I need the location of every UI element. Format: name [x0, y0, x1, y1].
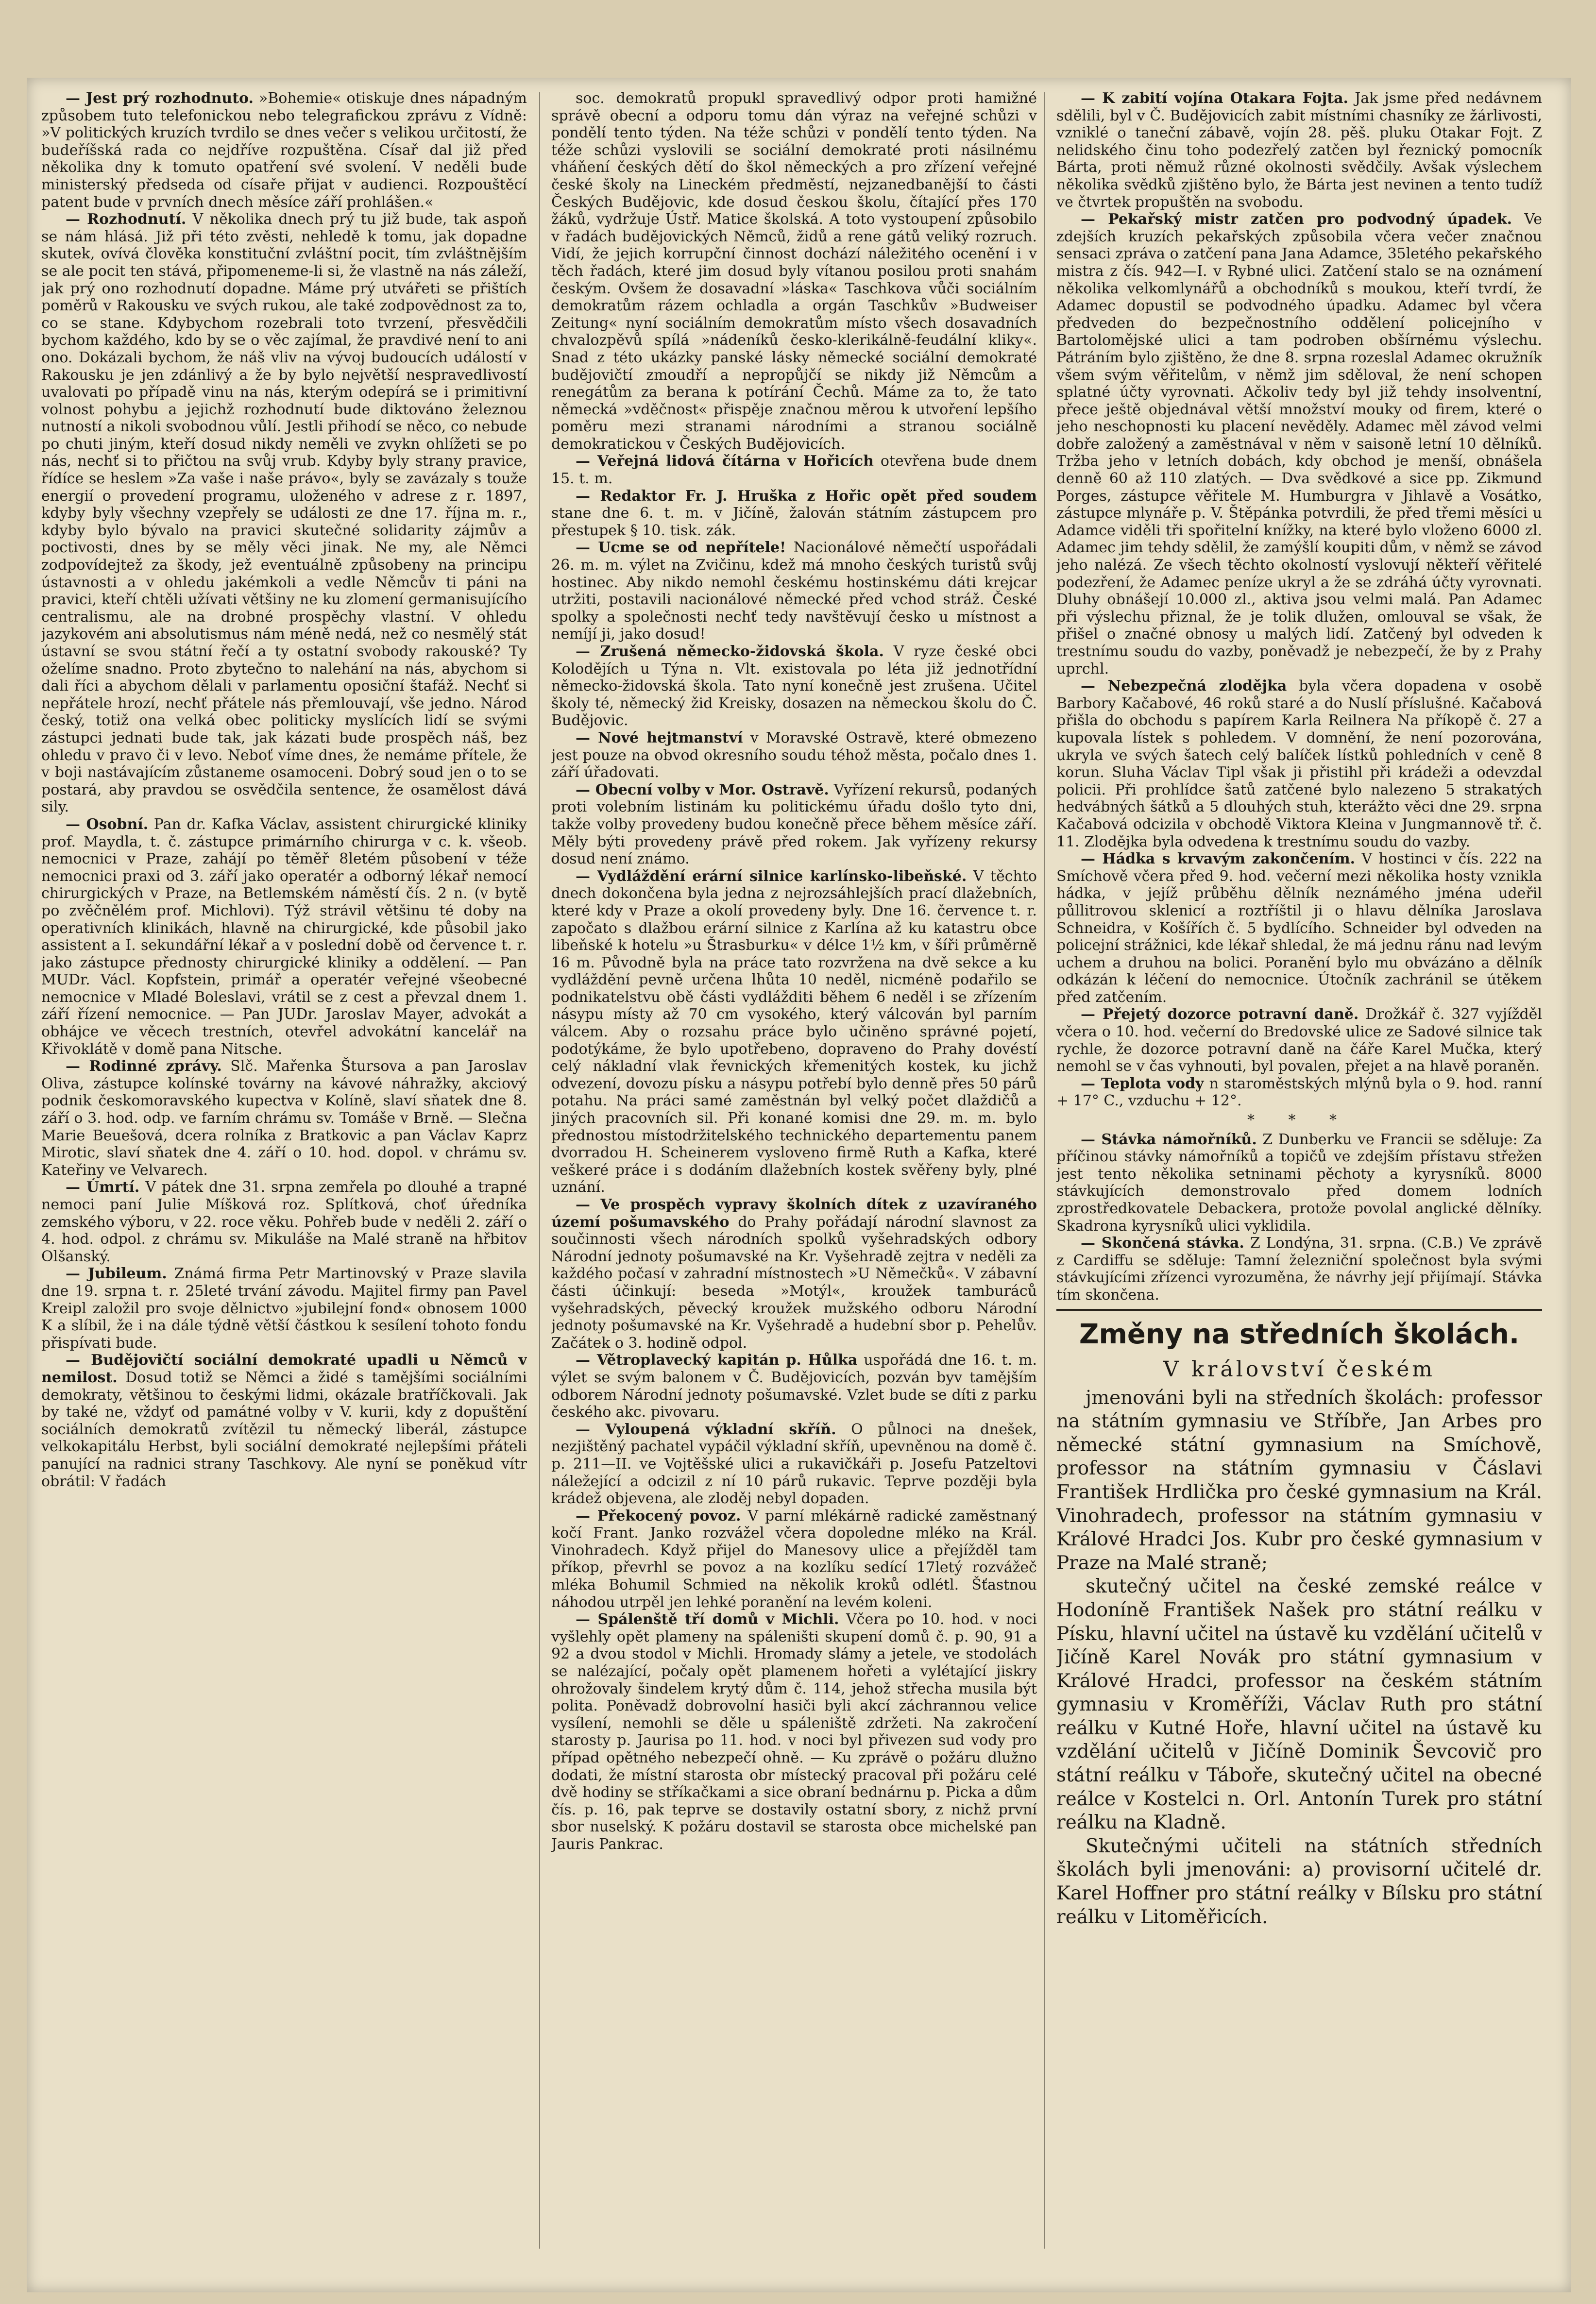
news-item — [1056, 90, 1542, 211]
news-item-headline: — Redaktor Fr. J. Hruška z Hořic opět před soudem — [576, 487, 1037, 505]
news-item-text: Z Londýna, 31. srpna. (C.B.) Ve zprávě z Cardiffu se sděluje: Tamní železniční společnost byla svými stávkujícími zřízenci vyrozuměna, že návrhy její přijímají. Stávka tím skončena. — [1056, 1235, 1542, 1304]
news-item-text: byla včera dopadena v osobě Barbory Kačabové, 46 roků staré a do Nuslí příslušné. Kačabová přišla do obchodu s papírem Karla Reilnera Na příkopě č. 27 a kupovala lístek s pohledem. V domnění, že není pozorována, ukryla ve svých šatech celý balíček lístků pohledních v ceně 8 korun. Sluha Václav Tipl však ji přistihl při krádeži a odevzdal policii. Při prohlídce šatů zatčené bylo nalezeno 5 strakatých hedvábných šátků a 5 dlouhých stuh, kterážto věci dne 29. srpna Kačabová odcizila v obchodě Viktora Kleina v Jungmannově tř. č. 11. Zlodějka byla odvedena k trestnímu soudu do vazby. — [1056, 678, 1542, 850]
column-rule — [539, 92, 540, 2249]
news-item-text: soc. demokratů propukl spravedlivý odpor proti hamižné správě obecní a odporu tomu dán výraz na veřejné schůzi v pondělí tento týden. Na téže schůzi v pondělí tento týden. Na téže schůzi vyslovili se sociální demokraté proti násilnému vháňení českých dětí do škol německých a pro zřízení veřejné české školy na Lineckém předměstí, nejzanedbanější to části Českých Budějovic, kde dosud českou školu, čítající přes 170 žáků, vydržuje Ústř. Matice školská. A toto vystoupení způsobilo v řadách budějovických Němců, židů a rene gátů veliký rozruch. Vidí, že jejich korrupční činnost dochází náležitého ocenění i v těch řadách, které jim dosud byly vítanou posilou proti snahám českým. Ovšem že dosavadní »láska« Taschkova vůči sociálním demokratům rázem ochladla a orgán Taschkův »Budweiser Zeitung« nyní sociálním demokratům místo všech dosavadních chvalozpěvů spílá »nádeníků česko-klerikálně-feudální kliky«. Snad z této ukázky panské lásky německé sociální demokraté budějovičtí zmoudří a nepropůjčí se nikdy již Němcům a renegátům za berana k potírání Čechů. Máme za to, že tato německá »vděčnost« přispěje značnou měrou k utvoření lepšího poměru mezi stranami národními a stranou sociálně demokratickou v Českých Budějovicích. — [551, 90, 1037, 453]
news-item-headline: — Obecní volby v Mor. Ostravě. — [576, 781, 829, 798]
news-item — [551, 643, 1037, 729]
news-item-headline: — Vydláždění erární silnice karlínsko-libeňské. — [576, 867, 967, 885]
article-paragraph: Skutečnými učiteli na státních středních školách byli jmenováni: a) provisorní učitelé dr. Karel Hoffner pro státní reálky v Bílsku pro státní reálku v Litoměřicích. — [1056, 1835, 1542, 1928]
column-rule — [1044, 92, 1045, 2249]
news-item-text: Vyřízení rekursů, podaných proti volebním listinám ku politickému úřadu došlo tyto dni, takže volby provedeny budou konečně přece během měsíce září. Měly býti provedeny právě před rokem. Jak vyřízeny rekursy dosud není známo. — [551, 781, 1037, 868]
news-item-headline: — Vyloupená výkladní skříň. — [576, 1421, 836, 1438]
news-item-text: V hostinci v čís. 222 na Smíchově včera před 9. hod. večerní mezi několika hosty vznikla hádka, v jejíž průběhu dělník neznámého jména udeřil půllitrovou sklenicí a roztříštil ji o hlavu dělníka Jaroslava Schneidra, v Košířích č. 5 bydlícího. Schneider byl odveden na policejní strážnici, kde lékař shledal, že má jednu ránu nad levým uchem a druhou na bolici. Poranění bylo mu obvázáno a dělník odkázán k léčení do nemocnice. Útočník zachránil se útěkem před zatčením. — [1056, 850, 1542, 1006]
column-1 — [41, 90, 527, 2256]
news-item — [41, 211, 527, 816]
news-item-headline: — Překocený povoz. — [576, 1507, 741, 1525]
news-item-headline: — Stávka námořníků. — [1081, 1131, 1257, 1148]
news-item-headline: — Ve prospěch vypravy školních dítek z uzavíraného území pošumavského — [551, 1196, 1037, 1231]
news-item — [1056, 678, 1542, 850]
article-title: Změny na středních školách. — [1079, 1318, 1520, 1350]
news-item-headline: — Přejetý dozorce potravní daně. — [1081, 1006, 1359, 1023]
article-subtitle: V království českém — [1163, 1356, 1435, 1382]
news-item-text: Včera po 10. hod. v noci vyšlehly opět plameny na spáleništi skupení domů č. p. 90, 91 a 92 a dvou stodol v Michli. Hromady slámy a jetele, ve stodolách se nalézající, počaly opět plamenem hořeti a vylétající jiskry ohrožovaly šindelem krytý dům č. 114, jehož střecha musila být polita. Poněvadž dobrovolní hasiči byli akcí záchrannou velice vysílení, nemohli se děle u spáleniště zdržeti. Na zakročení starosty p. Jaurisa po 11. hod. v noci byl přivezen sud vody pro případ opětného nebezpečí ohně. — Ku zprávě o požáru dlužno dodati, že místní starosta obr místecký pracoval při požáru celé dvě hodiny se stříkačkami a sice obraní bednárnu p. Picka a dům čís. p. 16, pak teprve se dostavily ostatní sbory, z nichž první sbor nuselský. K požáru dostavil se starosta obce michelské pan Jauris Pankrac. — [551, 1611, 1037, 1853]
news-item-text: Pan dr. Kafka Václav, assistent chirurgické kliniky prof. Maydla, t. č. zástupce primárního chirurga v c. k. všeob. nemocnici v Praze, zahájí po těměř 8letém působení v téže nemocnici praxi od 3. září jako operatér a odborný lékař nemocí chirurgických v Praze, na Betlemském náměstí čís. 2 n. (v bytě po zvěčnělém prof. Michlovi). Týž strávil většinu té doby na operativních klinikách, hlavně na chirurgické, kde působil jako assistent a I. sekundářní lékař a v poslední době od července t. r. jako zástupce přednosty chirurgické kliniky a oddělení. — Pan MUDr. Václ. Kopfstein, primář a operatér veřejné všeobecné nemocnice v Mladé Boleslavi, vrátil se z cest a převzal dnem 1. září řízení nemocnice. — Pan JUDr. Jaroslav Mayer, advokát a obhájce ve věcech trestních, otevřel advokátní kancelář na Křivoklátě v domě pana Nitsche. — [41, 815, 527, 1058]
section-divider — [1056, 1309, 1542, 1311]
news-item-headline: — Jest prý rozhodnuto. — [66, 90, 254, 107]
article-paragraph: skutečný učitel na české zemské reálce v Hodoníně František Našek pro státní reálku v Písku, hlavní učitel na ústavě ku vzdělání učitelů v Jičíně Karel Novák pro státní gymnasium v Králové Hradci, professor na českém státním gymnasiu v Kroměříži, Václav Ruth pro státní reálku v Kutné Hoře, hlavní učitel na ústavě ku vzdělání učitelů v Jičíně Dominik Ševcovič pro státní reálku v Táboře, skutečný učitel na obecné reálce v Kostelci n. Orl. Antonín Turek pro státní reálku na Kladně. — [1056, 1576, 1542, 1834]
news-item — [1056, 1131, 1542, 1235]
news-item — [41, 1352, 527, 1490]
news-item-headline: — K zabití vojína Otakara Fojta. — [1081, 90, 1348, 107]
news-item — [551, 781, 1037, 868]
news-item-text: V těchto dnech dokončena byla jedna z nejrozsáhlejších prací dlažebních, které kdy v Praze a okolí provedeny byly. Dne 16. července t. r. započato s dlažbou erární silnice z Karlína až ku katastru obce libeňské k hotelu »u Štrasburku« v délce 1½ km, v šíři průměrně 16 m. Původně byla na práce tato rozvržena na dvě sekce a ku vydláždění pevně určena lhůta 10 neděl, nicméně podařilo se podnikatelstvu obě části vydlážditi během 6 neděl i se zřízením násypu místy až 70 cm vysokého, který válcován byl parním válcem. Aby o rozsahu práce bylo učiněno správné pojetí, podotýkáme, že bylo upotřebeno, dopraveno do Prahy dovéstí celý nákladní vlak řevnických křemenitých kostek, ku jichž odvezení, dovozu písku a násypu potřebí bylo denně přes 50 párů potahu. Na práci samé zaměstnán byl velký počet dlaždičů a jiných pracovních sil. Při konané komisi dne 29. m. m. bylo přednostou místodržitelského technického departementu panem dvorradou H. Scheinerem vysloveno firmě Ruth a Kafka, které veškeré práce i s dodáním dlažebních kostek svěřeny byly, plné uznání. — [551, 867, 1037, 1196]
news-item — [1056, 1235, 1542, 1304]
news-item-text: Ve zdejších kruzích pekařských způsobila včera večer značnou sensaci zpráva o zatčení pana Jana Adamce, 35letého pekařského mistra z čís. 942—I. v Rybné ulici. Zatčení stalo se na oznámení několika velkomlynářů a obchodníků s moukou, kteří tvrdí, že Adamec dopustil se podvodného úpadku. Adamec byl včera předveden do bezpečnostního oddělení policejního v Bartolomějské ulici a tam podroben obšírnému výslechu. Pátráním bylo zjištěno, že dne 8. srpna rozeslal Adamec okružník všem svým věřitelům, v němž jim sděloval, že není schopen splatné účty vyrovnati. Ačkoliv tedy byl již tehdy insolventní, přece ještě objednával větší množství mouky od firem, které o jeho neschopnosti ku placení nevěděly. Adamec měl závod velmi dobře založený a zaměstnával v něm v saisoně letní 10 dělníků. Tržba jeho v letních dobách, kdy obchod je menší, obnášela denně 60 až 110 zlatých. — Dva svědkové a sice pp. Zikmund Porges, zástupce věřitele M. Humburgra v Jihlavě a Vosátko, zástupce mlynáře p. V. Štěpánka potvrdili, že před třemi měsíci u Adamce viděli tři spořitelní knížky, na které bylo vloženo 6000 zl. Adamec jim tehdy sdělil, že zamýšlí koupiti dům, v němž se závod jeho nalézá. Ze všech těchto okolností vyslovují někteří věřitelé podezření, že Adamec peníze ukryl a že se zdráhá účty vyrovnati. Dluhy obnášejí 10.000 zl., aktiva jsou velmi malá. Pan Adamec při výslechu přiznal, že je tolik dlužen, omlouval se však, že přišel o značné obnosy u malých lidí. Zatčený byl odveden k trestnímu soudu do vazby, poněvadž je nebezpečí, že by z Prahy uprchl. — [1056, 211, 1542, 678]
news-item-text: Nacionálové němečtí uspořádali 26. m. m. výlet na Zvičinu, kdež má mnoho českých turistů svůj hostinec. Aby nikdo nemohl českému hostinskému dáti krejcar utržiti, postavili nacionálové německé před vchod stráž. České spolky a společnosti nechť tedy navštěvují česko u místnost a nemíjí ji, jako dosud! — [551, 539, 1037, 643]
news-item — [1056, 850, 1542, 1006]
news-item-text: Drožkář č. 327 vyjížděl včera o 10. hod. večerní do Bredovské ulice ze Sadové silnice tak rychle, že dozorce potravní daně na čáře Karel Mučka, který nemohl se v čas vyhnouti, byl povalen, přejet a na hlavě poraněn. — [1056, 1006, 1542, 1075]
news-item-text: Známá firma Petr Martinovský v Praze slavila dne 19. srpna t. r. 25leté trvání závodu. Majitel firmy pan Pavel Kreipl založil pro svoje dělnictvo »jubilejní fond« obnosem 1000 K a slíbil, že i na dále týdně větší částkou k sesílení tohoto fondu přispívati bude. — [41, 1265, 527, 1352]
news-item-headline: — Větroplavecký kapitán p. Hůlka — [576, 1352, 858, 1369]
column-3 — [1056, 90, 1542, 2256]
news-item-text: do Prahy pořádají národní slavnost za součinnosti všech národních spolků vyšehradských odbory Národní jednoty pošumavské na Kr. Vyšehradě zejtra v neděli za každého počasí v zahradní místnostech »U Němečků«. V zábavní části účinkují: beseda »Motýl«, kroužek tamburáců vyšehradských, pěvecký kroužek mužského odboru Národní jednoty pošumavské na Kr. Vyšehradě a hudební sbor p. Pehelův. Začátek o 3. hodině odpol. — [551, 1213, 1037, 1352]
news-item — [551, 868, 1037, 1196]
news-items-top — [1056, 90, 1542, 1110]
news-item-text: n staroměstských mlýnů byla o 9. hod. ranní + 17° C., vzduchu + 12°. — [1056, 1075, 1542, 1110]
news-item-text: Jak jsme před nedávnem sdělili, byl v Č. Budějovicích zabit místními chasníky ze žárlivosti, vzniklé o taneční zábavě, vojín 28. pěš. pluku Otakar Fojt. Z nelidského činu toho podezřelý zatčen byl řeznický pomocník Bárta, proti němuž různé okolnosti svědčily. Avšak výslechem několika svědků zjištěno bylo, že Bárta jest nevinen a tento tudíž ve čtvrtek propuštěn na svobodu. — [1056, 90, 1542, 211]
news-item — [41, 816, 527, 1058]
article-paragraph: jmenováni byli na středních školách: professor na státním gymnasiu ve Stříbře, Jan Arbes pro německé státní gymnasium na Smíchově, professor na státním gymnasiu v Čáslavi František Hrdlička pro české gymnasium na Král. Vinohradech, professor na státním gymnasiu v Králové Hradci Jos. Kubr pro české gymnasium v Praze na Malé straně; — [1056, 1387, 1542, 1574]
news-item — [551, 1421, 1037, 1508]
news-item-headline: — Nebezpečná zlodějka — [1081, 678, 1287, 695]
news-item — [41, 90, 527, 211]
news-item-text: V pátek dne 31. srpna zemřela po dlouhé a trapné nemoci paní Julie Míšková roz. Splítková, choť úředníka zemského výboru, v 22. roce věku. Pohřeb bude v neděli 2. září o 4. hod. odpol. z chrámu sv. Mikuláše na Malé straně na hřbitov Olšanský. — [41, 1179, 527, 1265]
news-item-text: otevřena bude dnem 15. t. m. — [551, 453, 1037, 488]
news-item-text: Dosud totiž se Němci a židé s tamějšími sociálními demokraty, většinou to českými lidmi, okázale bratříčkovali. Jak by také ne, vždyť od památné volby v V. kurii, kdy z dopuštění sociálních demokratů zvítězil tu německý liberál, zástupce velkokapitálu Herbst, byli sociální demokraté nejlepšími přáteli panující na radnici strany Taschkovy. Ale nyní se poněkud vítr obrátil: V řadách — [41, 1369, 527, 1490]
news-item-text: v Moravské Ostravě, které obmezeno jest pouze na obvod okresního soudu téhož města, počalo dnes 1. září úřadovati. — [551, 729, 1037, 781]
news-item-headline: — Skončená stávka. — [1081, 1235, 1244, 1252]
news-item-text: O půlnoci na dnešek, nezjištěný pachatel vypáčil výkladní skříň, upevněnou na domě č. p. 211—II. ve Vojtěšské ulici a rukavičkáři p. Josefu Patzeltovi náležející a odcizil z ní 10 párů rukavic. Teprve později byla krádež objevena, ale zloděj nebyl dopaden. — [551, 1421, 1037, 1508]
news-items-strikes — [1056, 1131, 1542, 1304]
news-item-text: V ryze české obci Kolodějích u Týna n. Vlt. existovala po léta již jednotřídní německo-židovská škola. Tato nyní konečně jest zrušena. Učitel školy té, německý žid Kreisky, dosazen na německou školu do Č. Budějovic. — [551, 643, 1037, 729]
column-2 — [551, 90, 1037, 2256]
article-body — [1056, 1387, 1542, 1930]
news-item-headline: — Pekařský mistr zatčen pro podvodný úpadek. — [1081, 211, 1512, 228]
news-item-text: »Bohemie« otiskuje dnes nápadným způsobem tuto telefonickou nebo telegrafickou zprávu z Vídně: »V politických kruzích tvrdilo se dnes večer s velikou určitostí, že budeříšská rada co nejdříve rozpuštěna. Císař dal již před několika dny k tomuto opatření své svolení. V neděli bude ministerský předseda od císaře přijat v audienci. Rozpouštěcí patent bude v prvních dnech měsíce září prohlášen.« — [41, 90, 527, 211]
news-item-headline: — Teplota vody — [1081, 1075, 1204, 1092]
news-item-headline: — Úmrtí. — [66, 1179, 140, 1196]
news-item — [1056, 1006, 1542, 1075]
news-item — [551, 90, 1037, 453]
news-item — [551, 488, 1037, 540]
news-item-headline: — Spálenště tří domů v Michli. — [576, 1611, 839, 1628]
news-item — [551, 453, 1037, 487]
news-item-headline: — Zrušená německo-židovská škola. — [576, 643, 884, 660]
news-item-text: V parní mlékárně radické zaměstnaný kočí Frant. Janko rozvážel včera dopoledne mléko na Král. Vinohradech. Když přijel do Manesovy ulice a přejížděl tam příkop, převrhl se povoz a na kozlíku sedící 17letý rozvážeč mléka Bohumil Schmied na několik kroků odlétl. Šťastnou náhodou utrpěl jen lehké poranění na levém koleni. — [551, 1507, 1037, 1611]
newspaper-page — [27, 78, 1571, 2292]
news-item — [551, 539, 1037, 643]
news-item-text: Slč. Mařenka Štursova a pan Jaroslav Oliva, zástupce kolínské továrny na kávové náhražky, akciový podnik českomoravského kupectva v Kolíně, slaví sňatek dne 8. září o 3. hod. odp. ve farním chrámu sv. Tomáše v Brně. — Slečna Marie Beuešová, dcera rolníka z Bratkovic a pan Václav Kaprz Mirotic, slaví sňatek dne 4. září o 10. hod. dopol. v chrámu sv. Kateřiny ve Velvarech. — [41, 1058, 527, 1179]
news-item-text: Z Dunberku ve Francii se sděluje: Za příčinou stávky námořníků a topičů ve zdejším přístavu střežen jest tento několika setninami pěchoty a kyrysníků. 8000 stávkujících demonstrovalo před domem lodních zprostředkovatele Debackera, protože povolal anglické dělníky. Skadrona kyrysníků ulici vyklidila. — [1056, 1131, 1542, 1235]
news-item — [551, 1196, 1037, 1352]
news-item — [551, 1352, 1037, 1421]
news-item-text: stane dne 6. t. m. v Jičíně, žalován státním zástupcem pro přestupek § 10. tisk. zák. — [551, 505, 1037, 539]
news-item-headline: — Veřejná lidová čítárna v Hořicích — [576, 453, 874, 470]
news-item — [551, 1508, 1037, 1611]
news-item-headline: — Hádka s krvavým zakončením. — [1081, 850, 1356, 868]
news-item-headline: — Budějovičtí sociální demokraté upadli u Němců v nemilost. — [41, 1352, 527, 1386]
news-item-headline: — Jubileum. — [66, 1265, 167, 1283]
news-item-headline: — Nové hejtmanství — [576, 729, 743, 746]
section-separator-stars: * * * — [1247, 1112, 1352, 1129]
news-item-headline: — Rodinné zprávy. — [66, 1058, 222, 1075]
news-item — [1056, 1075, 1542, 1110]
news-item — [551, 1611, 1037, 1853]
news-item-text: V několika dnech prý tu již bude, tak aspoň se nám hlásá. Již při této zvěsti, nehledě k tomu, jak dopadne skutek, ovívá člověka konstituční zvláštní pocit, tím zvláštnějším se ale pocit ten stává, připomeneme-li si, že vlastně na nás záleží, jak prý ono rozhodnutí dopadne. Máme prý utvářeti se přištích poměrů v Rakousku ve svých rukou, ale také zodpovědnost za to, co se stane. Kdybychom rozebrali toto tvrzení, přesvědčili bychom každého, kdo by se o věc zajímal, že pravdivé není to ani ono. Dokázali bychom, že náš vliv na vývoj budoucích událostí v Rakousku je jen zdánlivý a že by bylo největší nespravedlivostí uvalovati po případě vinu na nás, kterým odepírá se i primitivní volnost pohybu a jejichž rozhodnutí bude diktováno železnou nutností a nikoli svobodnou vůlí. Jestli přihodí se něco, co nebude po chuti jiným, kteří dosud nikdy neměli ve zvykn ohlížeti se po nás, nechť si to přičtou na svůj vrub. Kdyby byly strany pravice, řídíce se heslem »Za vaše i naše právo«, byly se zavázaly s touže energií o provedení programu, uloženého v adrese z r. 1897, kdyby byly všechny vzepřely se události ze dne 17. října m. r., kdyby bylo bývalo na pravici skutečné solidarity zájmův a poctivosti, dnes by se měly věci jinak. Ne my, ale Němci zodpovídejtež za škody, jež eventuálně způsobeny na principu ústavnosti a v ohledu jakémkoli a vedle Němcův ti páni na pravici, kteří chtěli užívati většiny ne ku zlomení germanisujícího centralismu, ale na drobné prospěchy vlastní. V ohledu jazykovém ani absolutismus nám méně nedá, než co nesmělý stát ústavní se svou státní řečí a ty ostatní svobody rakouské? Ty oželíme snadno. Proto zbytečno to nalehání na nás, abychom si dali říci a abychom dělali v parlamentu oposiční štafáž. Nechť si nepřátele hrozí, nechť přátele nás přemlouvají, vše jedno. Národ český, totiž ona velká obec politicky myslících lidí se svými zástupci jednati bude tak, jak kázati bude prospěch náš, bez ohledu v pravo či v levo. Neboť víme dnes, že nemáme přítele, že v boji nastávajícím zůstaneme osamoceni. Dobrý soud jen o to se postará, aby pravdou se osvědčila sentence, že osamělost dává sily. — [41, 211, 527, 816]
news-item-headline: — Rozhodnutí. — [66, 211, 187, 228]
news-item — [551, 729, 1037, 781]
news-item — [1056, 211, 1542, 678]
news-item-headline: — Osobní. — [66, 815, 149, 833]
news-item — [41, 1058, 527, 1179]
news-item — [41, 1265, 527, 1352]
news-item-text: uspořádá dne 16. t. m. výlet se svým balonem v Č. Budějovicích, pozván byv tamějším odborem Národní jednoty pošumavské. Vzlet bude se díti z parku českého akc. pivovaru. — [551, 1352, 1037, 1421]
news-item — [41, 1179, 527, 1265]
news-item-headline: — Ucme se od nepřítele! — [576, 539, 786, 557]
